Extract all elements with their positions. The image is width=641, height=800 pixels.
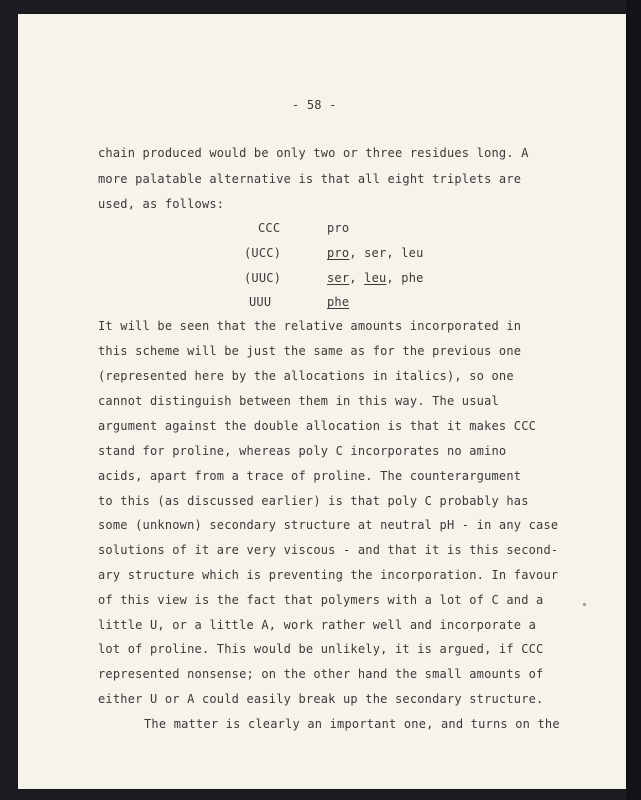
amino-acid-text: pro <box>327 221 350 235</box>
text-line: chain produced would be only two or three residues long. A <box>98 146 529 160</box>
text-line: more palatable alternative is that all eight triplets are <box>98 172 522 186</box>
page-number: - 58 - <box>292 98 337 112</box>
text-line: some (unknown) secondary structure at neutral pH - in any case <box>98 518 559 532</box>
amino-acid-underlined: leu <box>364 271 387 285</box>
codon: UUU <box>249 295 272 309</box>
text-line: of this view is the fact that polymers with a lot of C and a <box>98 593 544 607</box>
amino-acids <box>327 295 349 309</box>
amino-acid-text: , phe <box>386 271 424 285</box>
text-line: used, as follows: <box>98 197 225 211</box>
text-line: ary structure which is preventing the incorporation. In favour <box>98 568 559 582</box>
text-line: solutions of it are very viscous - and that it is this second- <box>98 543 559 557</box>
codon: CCC <box>258 221 281 235</box>
text-line: cannot distinguish between them in this way. The usual <box>98 394 499 408</box>
text-line: acids, apart from a trace of proline. The counterargument <box>98 469 522 483</box>
codon: (UUC) <box>244 271 282 285</box>
amino-acid-underlined: phe <box>327 295 350 309</box>
amino-acid-underlined: pro <box>327 246 350 260</box>
codon: (UCC) <box>244 246 282 260</box>
text-line: stand for proline, whereas poly C incorporates no amino <box>98 444 507 458</box>
text-line: little U, or a little A, work rather well and incorporate a <box>98 618 537 632</box>
paper-speck <box>583 603 586 606</box>
amino-acid-separator: , <box>349 271 365 285</box>
text-line: either U or A could easily break up the secondary structure. <box>98 692 544 706</box>
dark-edge <box>626 0 641 800</box>
text-line: to this (as discussed earlier) is that poly C probably has <box>98 494 529 508</box>
text-line: argument against the double allocation is that it makes CCC <box>98 419 537 433</box>
amino-acids <box>327 246 424 260</box>
text-line: this scheme will be just the same as for the previous one <box>98 344 522 358</box>
amino-acid-text: , ser, leu <box>349 246 424 260</box>
amino-acids <box>327 271 424 285</box>
text-line: (represented here by the allocations in italics), so one <box>98 369 514 383</box>
text-line: represented nonsense; on the other hand the small amounts of <box>98 667 544 681</box>
amino-acids <box>327 221 349 235</box>
amino-acid-underlined: ser <box>327 271 350 285</box>
text-line: The matter is clearly an important one, and turns on the <box>144 717 560 731</box>
text-line: It will be seen that the relative amounts incorporated in <box>98 319 522 333</box>
text-line: lot of proline. This would be unlikely, it is argued, if CCC <box>98 642 544 656</box>
